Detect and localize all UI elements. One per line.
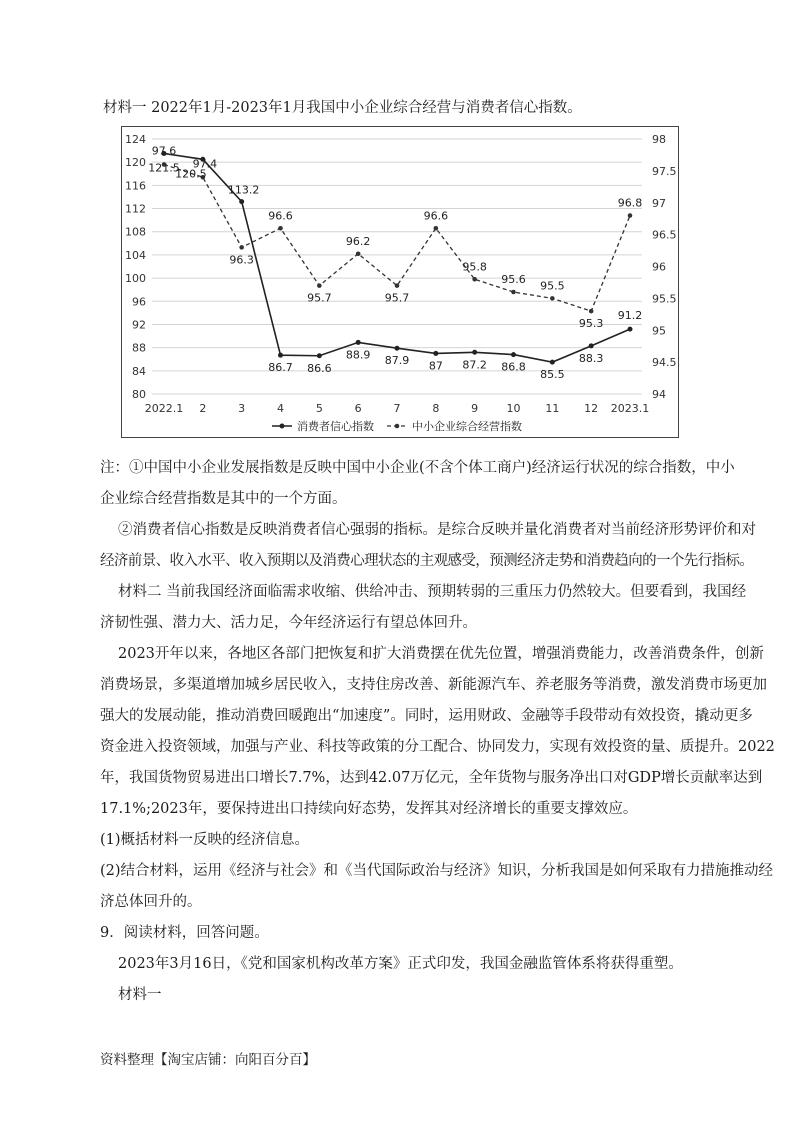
x-tick-label: 8 [432,402,440,415]
consumer-confidence-point [511,352,516,357]
consumer-confidence-label: 86.7 [268,361,293,375]
x-tick-label: 2023.1 [610,402,650,415]
consumer-confidence-point [239,199,244,204]
legend-sme-label: 中小企业综合经营指数 [412,420,522,433]
consumer-confidence-label: 91.2 [617,309,643,323]
sme-index-point [434,226,439,231]
question-2-line-1: (2)结合材料，运用《经济与社会》和《当代国际政治与经济》知识，分析我国是如何采取有力措施推动经 [100,863,774,879]
left-tick-label: 124 [125,133,146,146]
x-tick-label: 11 [545,402,560,415]
left-tick-label: 108 [125,225,146,239]
consumer-confidence-point [472,350,477,355]
material1-title: 材料一 2022年1月-2023年1月我国中小企业综合经营与消费者信心指数。 [103,100,582,116]
material2-line-6: 资金进入投资领域，加强与产业、科技等政策的分工配合、协同发力，实现有效投资的量、质提升。2022 [100,739,775,755]
left-tick-label: 92 [132,318,146,332]
left-tick-label: 104 [125,248,146,262]
sme-index-point [550,296,555,301]
left-tick-label: 112 [125,202,146,216]
note-2-line-1: ②消费者信心指数是反映消费者信心强弱的指标。是综合反映并量化消费者对当前经济形势评价和对 [118,522,756,538]
x-tick-label: 12 [584,402,599,415]
material2-line-4: 消费场景，多渠道增加城乡居民收入，支持住房改善、新能源汽车、养老服务等消费，激发消费市场更加 [100,677,767,693]
material2-line-8: 17.1%;2023年，要保持进出口持续向好态势，发挥其对经济增长的重要支撑效应。 [100,801,638,817]
x-tick-label: 7 [393,402,401,415]
chart-svg [122,127,678,437]
sme-index-label: 95.7 [307,291,332,305]
consumer-confidence-point [317,353,322,358]
sme-index-point [472,277,477,282]
left-tick-label: 88 [132,341,146,355]
sme-index-label: 96.2 [345,234,371,248]
sme-index-label: 95.7 [384,291,410,305]
consumer-confidence-label: 113.2 [227,183,260,197]
sme-index-label: 95.6 [501,273,526,286]
question-2-line-2: 济总体回升的。 [100,894,202,910]
question-9-material1: 材料一 [118,987,162,1003]
sme-index-label: 95.3 [578,317,604,331]
consumer-confidence-label: 120.5 [175,167,207,181]
consumer-confidence-label: 121.5 [148,161,180,175]
material2-line-2: 济韧性强、潜力大、活力足，今年经济运行有望总体回升。 [100,615,477,631]
left-tick-label: 116 [125,179,146,193]
consumer-confidence-label: 87.9 [384,354,410,368]
consumer-confidence-label: 88.9 [345,348,371,362]
left-tick-label: 96 [132,295,146,309]
consumer-confidence-point [356,340,361,345]
material2-line-3: 2023开年以来，各地区各部门把恢复和扩大消费摆在优先位置，增强消费能力，改善消费条件，创新 [118,646,764,662]
x-tick-label: 5 [315,402,323,415]
x-tick-label: 9 [471,402,479,415]
consumer-confidence-point [550,360,555,365]
right-tick-label: 96.5 [652,228,677,242]
consumer-confidence-label: 86.6 [307,361,332,375]
note-2-line-2: 经济前景、收入水平、收入预期以及消费心理状态的主观感受，预测经济走势和消费趋向的一个先行指标。 [100,553,754,569]
x-tick-label: 3 [238,402,246,415]
sme-index-label: 96.6 [268,209,293,223]
question-9-heading: 9．阅读材料，回答问题。 [100,925,269,941]
left-tick-label: 84 [132,364,146,378]
consumer-confidence-point [278,353,283,358]
consumer-confidence-point [589,343,594,348]
legend-sme-marker [395,424,400,429]
sme-index-label: 96.3 [229,253,254,267]
sme-index-point [356,251,361,256]
sme-index-label: 97.4 [192,157,218,171]
right-tick-label: 94.5 [652,356,677,370]
material2-line-7: 年，我国货物贸易进出口增长7.7%，达到42.07万亿元，全年货物与服务净出口对GDP增长贡献率达到 [100,770,763,786]
sme-index-label: 95.8 [462,260,487,274]
right-tick-label: 97.5 [652,164,677,178]
sme-index-point [239,245,244,250]
sme-index-point [511,290,516,295]
consumer-confidence-label: 85.5 [540,368,565,382]
x-tick-label: 4 [277,402,284,415]
legend-consumer-marker [280,424,285,429]
question-1: (1)概括材料一反映的经济信息。 [100,832,310,848]
consumer-confidence-point [395,346,400,351]
note-1-line-2: 企业综合经营指数是其中的一个方面。 [100,491,347,507]
x-tick-label: 2022.1 [144,402,184,415]
footer-note: 资料整理【淘宝店铺：向阳百分百】 [100,1052,316,1068]
legend-consumer-label: 消费者信心指数 [297,420,374,433]
right-tick-label: 94 [652,388,666,401]
right-tick-label: 98 [652,133,666,146]
question-9-intro: 2023年3月16日，《党和国家机构改革方案》正式印发，我国金融监管体系将获得重塑。 [118,956,683,972]
consumer-confidence-label: 87.2 [462,358,487,372]
consumer-confidence-label: 87 [428,359,443,373]
right-tick-label: 96 [652,260,666,274]
left-tick-label: 80 [132,388,146,401]
consumer-confidence-label: 86.8 [501,360,526,374]
sme-index-label: 97.6 [151,144,177,158]
material2-line-1: 材料二 当前我国经济面临需求收缩、供给冲击、预期转弱的三重压力仍然较大。但要看到，我国经 [118,584,747,600]
left-tick-label: 120 [125,156,146,170]
right-tick-label: 97 [652,196,666,210]
sme-index-point [628,213,633,218]
sme-index-point [395,283,400,288]
consumer-confidence-point [433,351,438,356]
sme-index-label: 96.6 [423,209,449,223]
sme-index-point [278,226,283,231]
left-tick-label: 100 [125,272,146,286]
consumer-confidence-label: 88.3 [578,351,604,365]
sme-index-label: 95.5 [540,279,565,293]
sme-index-label: 96.8 [617,196,643,210]
note-1-line-1: 注：①中国中小企业发展指数是反映中国中小企业(不含个体工商户)经济运行状况的综合指数，中小 [100,460,735,476]
line-chart [121,126,679,438]
sme-index-point [589,309,594,314]
x-tick-label: 2 [199,402,207,415]
consumer-confidence-point [628,327,633,332]
right-tick-label: 95 [652,324,666,338]
right-tick-label: 95.5 [652,292,677,306]
sme-index-point [317,283,322,288]
x-tick-label: 10 [506,402,521,415]
material2-line-5: 强大的发展动能，推动消费回暖跑出“加速度”。同时，运用财政、金融等手段带动有效投资，撬动更多 [100,708,753,724]
x-tick-label: 6 [354,402,362,415]
